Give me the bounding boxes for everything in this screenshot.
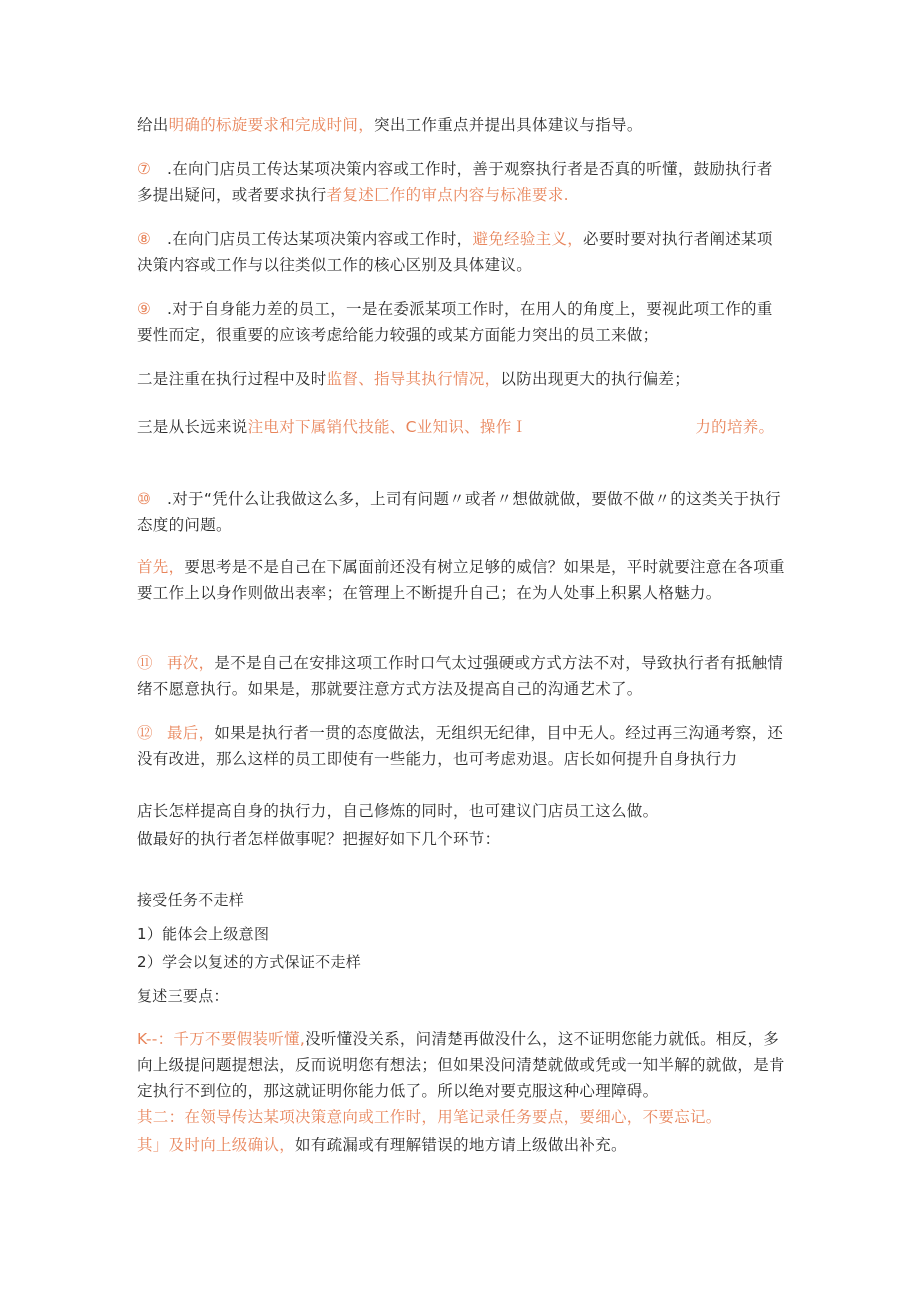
text: 突出工作重点并提出具体建议与指导。 bbox=[374, 116, 643, 134]
text: 以防出现更大的执行偏差； bbox=[500, 370, 691, 388]
paragraph-item-12 bbox=[137, 720, 787, 772]
text: 要思考是不是自己在下属面前还没有树立足够的威信？如果是，平时就要注意在各项重要工作上以身作则做出表率；在管理上不断提升自己；在为人处事上积累人格魅力。 bbox=[137, 558, 785, 602]
paragraph-guidance bbox=[137, 112, 787, 138]
paragraph-item-8 bbox=[137, 226, 787, 278]
paragraph-item-10 bbox=[137, 486, 787, 538]
text: 如有疏漏或有理解错误的地方请上级做出补充。 bbox=[295, 1136, 627, 1154]
paragraph-self-improvement: 店长怎样提高自身的执行力，自己修炼的同时，也可建议门店员工这么做。 bbox=[137, 802, 659, 820]
paragraph-best-executor: 做最好的执行者怎样做事呢？把握好如下几个环节： bbox=[137, 830, 501, 848]
paragraph-item-11 bbox=[137, 650, 787, 702]
paragraph-point-three bbox=[137, 414, 787, 440]
text: .对于自身能力差的员工，一是在委派某项工作时，在用人的角度上，要视此项工作的重要性而定，很重要的应该考虑给能力较强的或某方面能力突出的员工来做； bbox=[137, 300, 773, 344]
highlight-text: 者复述匚作的审点内容与标准要求. bbox=[326, 186, 569, 204]
item-number: ⑧ bbox=[137, 230, 152, 248]
text: 是不是自己在安排这项工作时口气太过强硬或方式方法不对，导致执行者有抵触情绪不愿意执行。如果是，那就要注意方式方法及提高自己的沟通艺术了。 bbox=[137, 654, 784, 698]
text: 没听懂没关系，问清楚再做没什么，这不证明您能力就低。相反，多向上级提问题提想法，反而说明您有想法；但如果没问清楚就做或凭或一知半解的就做，是肯定执行不到位的，那这就证明你能力低了。所以绝对要克服这种心理障碍。 bbox=[137, 1030, 785, 1100]
item-number: ⑦ bbox=[137, 160, 152, 178]
text: 二是注重在执行过程中及时 bbox=[137, 370, 327, 388]
list-item-1: 1）能体会上级意图 bbox=[137, 925, 270, 943]
paragraph-point-three-confirm bbox=[137, 1132, 787, 1158]
paragraph-firstly bbox=[137, 554, 787, 606]
highlight-text: 明确的标旋要求和完成时间， bbox=[168, 116, 375, 134]
paragraph-point-two bbox=[137, 366, 787, 392]
item-number: ⑨ bbox=[137, 300, 152, 318]
paragraph-point-two-record: 其二：在领导传达某项决策意向或工作时，用笔记录任务要点，要细心，不要忘记。 bbox=[137, 1108, 722, 1126]
highlight-text: 再次， bbox=[167, 654, 215, 672]
text: 如果是执行者一贯的态度做法，无组织无纪律，目中无人。经过再三沟通考察，还没有改进，那么这样的员工即使有一些能力，也可考虑劝退。店长如何提升自身执行力 bbox=[137, 724, 784, 768]
text: 给出 bbox=[137, 116, 169, 134]
highlight-text: 最后， bbox=[167, 724, 215, 742]
text: 三是从长远来说 bbox=[137, 418, 248, 436]
text: .对于“凭什么让我做这么多，上司有问题〃或者〃想做就做，要做不做〃的这类关于执行态度的问题。 bbox=[137, 490, 781, 534]
highlight-text: K--：千万不要假装听懂, bbox=[137, 1030, 306, 1048]
item-number: ⑪ bbox=[137, 654, 153, 672]
highlight-text: 力的培养。 bbox=[695, 418, 775, 436]
highlight-text: 首先， bbox=[137, 558, 185, 576]
highlight-text: 注电对下属销代技能、C业知识、操作Ｉ bbox=[247, 418, 528, 436]
highlight-text: 监督、指导其执行情况， bbox=[326, 370, 501, 388]
item-number: ⑫ bbox=[137, 724, 153, 742]
text: .在向门店员工传达某项决策内容或工作时，善于观察执行者是否真的听懂，鼓励执行者多提出疑问，或者要求执行 bbox=[137, 160, 773, 204]
text: .在向门店员工传达某项决策内容或工作时， bbox=[167, 230, 473, 248]
paragraph-point-one bbox=[137, 1026, 787, 1104]
item-number: ⑩ bbox=[137, 490, 152, 508]
heading-accept-task: 接受任务不走样 bbox=[137, 891, 245, 909]
highlight-text: 其」及时向上级确认， bbox=[137, 1136, 296, 1154]
list-item-2: 2）学会以复述的方式保证不走样 bbox=[137, 953, 362, 971]
highlight-text: 避免经验主义， bbox=[472, 230, 584, 248]
paragraph-item-9 bbox=[137, 296, 787, 348]
text: 必要时要对执行者阐述某项决策内容或工作与以往类似工作的核心区别及具体建议。 bbox=[137, 230, 773, 274]
heading-three-points: 复述三要点： bbox=[137, 987, 229, 1005]
paragraph-item-7 bbox=[137, 156, 787, 208]
